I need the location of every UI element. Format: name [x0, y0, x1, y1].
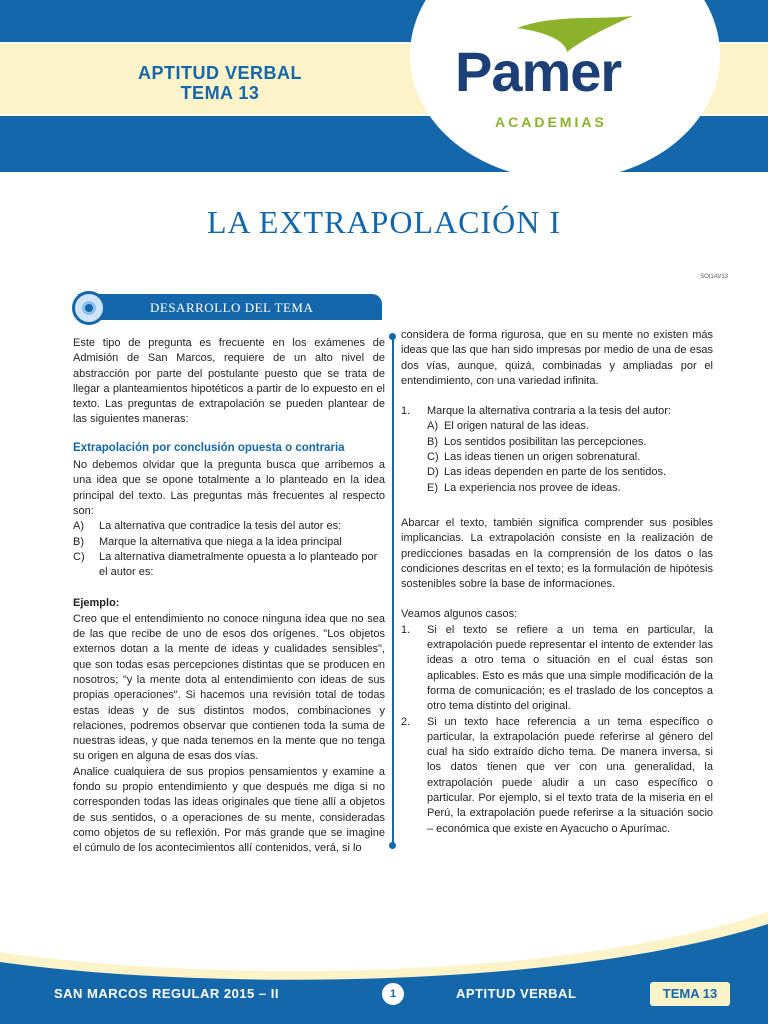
option-key: D)	[427, 466, 439, 479]
list-text: La alternativa que contradice la tesis del autor es:	[99, 520, 342, 533]
option-item	[401, 419, 713, 434]
example-paragraph: Creo que el entendimiento no conoce ninguna idea que no sea de las que recibe de uno de esos dos orígenes. "Los objetos externos dotan a la mente de ideas y cualidades sensibles", que son todas esas percepciones distintas que se producen en nosotros; "y la mente dota al entendimiento con ideas de sus propias operaciones". Si hacemos una revisión total de todas estas ideas y de sus distintos modos, combinaciones y relaciones, podremos observar que contienen toda la suma de nuestras ideas, y que nada tenemos en la mente que no tenga su origen en alguna de esas dos vías.	[73, 612, 385, 763]
cases-intro: Veamos algunos casos:	[401, 608, 518, 621]
page-number: 1	[380, 981, 406, 1007]
divider-dot-icon	[389, 333, 396, 340]
option-text: La experiencia nos provee de ideas.	[444, 481, 621, 494]
example-heading: Ejemplo:	[73, 597, 120, 610]
continuation-paragraph: considera de forma rigurosa, que en su mente no existen más ideas que las que han sido impresas por medio de una de esas dos vías, aunque, quizá, combinadas y ampliadas por el entendimiento, con una variedad infinita.	[401, 329, 713, 387]
question-text: Marque la alternativa contraria a la tesis del autor:	[427, 405, 671, 418]
subheading-text: No debemos olvidar que la pregunta busca que arribemos a una idea que se opone totalmente a lo planteado en la idea principal del texto. Las preguntas más frecuentes al respecto son:	[73, 459, 385, 517]
column-divider	[392, 336, 394, 846]
document-code: SOI1AV13	[700, 274, 728, 280]
option-text: Las ideas tienen un origen sobrenatural.	[444, 451, 641, 464]
option-item	[401, 450, 713, 465]
option-item	[401, 465, 713, 480]
section-bullet-dot	[82, 301, 96, 315]
subject-topic: TEMA 13	[180, 83, 260, 103]
footer-topic-badge: TEMA 13	[650, 982, 730, 1006]
page-title: LA EXTRAPOLACIÓN I	[207, 204, 561, 240]
extrapolation-paragraph: Abarcar el texto, también significa comprender sus posibles implicancias. La extrapolación consiste en la realización de predicciones basadas en la comprensión de los datos o las condiciones descritas en el texto; es la formulación de hipótesis sostenibles sobre la base de informaciones.	[401, 516, 713, 591]
option-item	[401, 481, 713, 496]
case-text: Si el texto se refiere a un tema en particular, la extrapolación puede representar el intento de extender las ideas a otro tema o situación en el cual éstas son aplicables. Esto es más que una simple modificación de la forma de comunicación; es el traslado de los conceptos a otro tema distinto del original.	[427, 623, 713, 713]
footer-band	[0, 912, 768, 1024]
list-text: Marque la alternativa que niega a la idea principal	[99, 535, 342, 548]
list-item	[73, 519, 385, 534]
case-number: 1.	[401, 623, 411, 636]
right-column	[401, 328, 713, 837]
option-key: E)	[427, 481, 438, 494]
list-item	[73, 535, 385, 550]
option-item	[401, 435, 713, 450]
footer-course: SAN MARCOS REGULAR 2015 – II	[54, 986, 279, 1001]
subject-name: APTITUD VERBAL	[138, 63, 302, 83]
case-text: Si un texto hace referencia a un tema específico o particular, la extrapolación puede referirse al género del cual ha sido extraído dicho tema. De manera inversa, si los datos tienen que ver con una generalidad, la extrapolación puede aludir a un caso específico o particular. Por ejemplo, si el texto trata de la miseria en el Perú, la extrapolación puede referirse a la situación socio – económica que existe en Ayacucho o Apurímac.	[427, 715, 713, 835]
question	[401, 404, 713, 419]
option-text: Los sentidos posibilitan las percepciones.	[444, 435, 647, 448]
option-text: Las ideas dependen en parte de los sentidos.	[444, 466, 666, 479]
option-key: C)	[427, 451, 439, 464]
list-key: A)	[73, 520, 84, 533]
option-key: A)	[427, 420, 438, 433]
case-item	[401, 715, 713, 837]
footer-subject: APTITUD VERBAL	[456, 986, 577, 1001]
example-paragraph: Analice cualquiera de sus propios pensamientos y examine a fondo su propio entendimiento y que después me diga si no corresponden todas las ideas originales que tiene allí a objetos de sus sentidos, o a operaciones de su mente, consideradas como objetos de su reflexión. Por más grande que se imagine el cúmulo de los acontecimientos allí contenidos, verá, si lo	[73, 765, 385, 855]
subheading: Extrapolación por conclusión opuesta o contraria	[73, 441, 345, 454]
question-number: 1.	[401, 405, 411, 418]
intro-paragraph: Este tipo de pregunta es frecuente en los exámenes de Admisión de San Marcos, requiere de un alto nivel de abstracción por parte del postulante puesto que se trata de llegar a planteamientos hipotéticos a partir de lo expuesto en el texto. Las preguntas de extrapolación se pueden plantear de las siguientes maneras:	[73, 337, 385, 426]
logo-wordmark: Pamer	[455, 40, 622, 103]
option-text: El origen natural de las ideas.	[444, 420, 589, 433]
list-key: B)	[73, 535, 84, 548]
section-title: DESARROLLO DEL TEMA	[150, 300, 314, 315]
list-text: La alternativa diametralmente opuesta a lo planteado por el autor es:	[99, 550, 378, 579]
list-item	[73, 550, 385, 581]
left-column	[73, 336, 385, 857]
case-number: 2.	[401, 715, 411, 728]
list-key: C)	[73, 550, 85, 563]
header-subject	[100, 63, 340, 103]
case-item	[401, 623, 713, 715]
divider-dot-icon	[389, 842, 396, 849]
logo-subtitle: ACADEMIAS	[495, 114, 607, 130]
option-key: B)	[427, 435, 438, 448]
